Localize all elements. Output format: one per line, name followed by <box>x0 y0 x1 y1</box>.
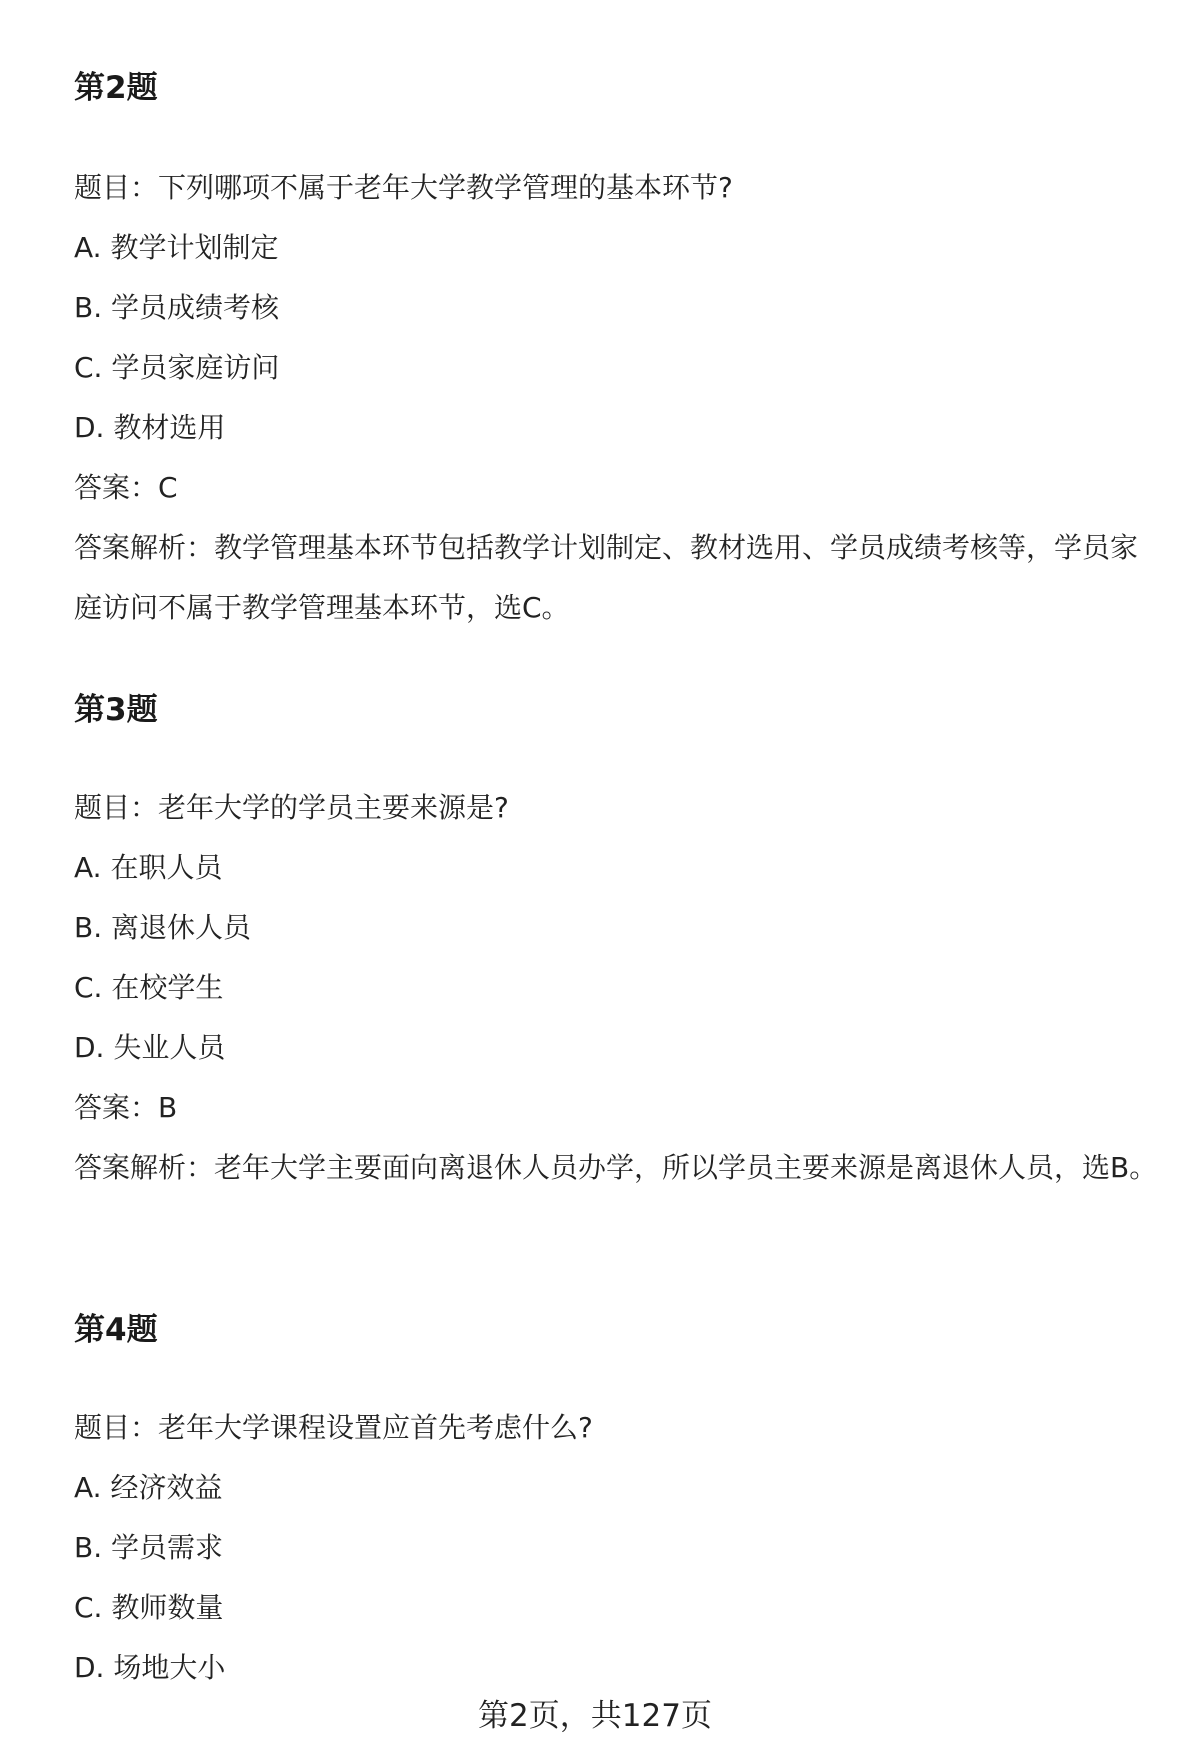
option-b: B. 离退休人员 <box>74 911 252 944</box>
option-d: D. 场地大小 <box>74 1651 226 1684</box>
option-a: A. 教学计划制定 <box>74 231 279 264</box>
question-number: 第4题 <box>74 1312 158 1348</box>
option-d: D. 教材选用 <box>74 411 226 444</box>
question-stem: 题目：老年大学课程设置应首先考虑什么? <box>74 1411 593 1444</box>
option-a: A. 在职人员 <box>74 851 223 884</box>
option-d: D. 失业人员 <box>74 1031 226 1064</box>
question-stem: 题目：老年大学的学员主要来源是? <box>74 791 509 824</box>
answer-explanation: 答案解析：老年大学主要面向离退休人员办学，所以学员主要来源是离退休人员，选B。 <box>74 1151 1158 1184</box>
question-stem: 题目：下列哪项不属于老年大学教学管理的基本环节? <box>74 171 733 204</box>
answer: 答案：B <box>74 1091 178 1124</box>
option-c: C. 学员家庭访问 <box>74 351 280 384</box>
option-c: C. 在校学生 <box>74 971 224 1004</box>
answer-explanation: 答案解析：教学管理基本环节包括教学计划制定、教材选用、学员成绩考核等，学员家庭访问不属于教学管理基本环节，选C。 <box>74 531 1139 624</box>
option-b: B. 学员成绩考核 <box>74 291 280 324</box>
answer: 答案：C <box>74 471 178 504</box>
option-a: A. 经济效益 <box>74 1471 223 1504</box>
page-indicator: 第2页，共127页 <box>478 1698 712 1734</box>
option-c: C. 教师数量 <box>74 1591 224 1624</box>
question-number: 第3题 <box>74 692 158 728</box>
question-number: 第2题 <box>74 70 158 106</box>
option-b: B. 学员需求 <box>74 1531 224 1564</box>
